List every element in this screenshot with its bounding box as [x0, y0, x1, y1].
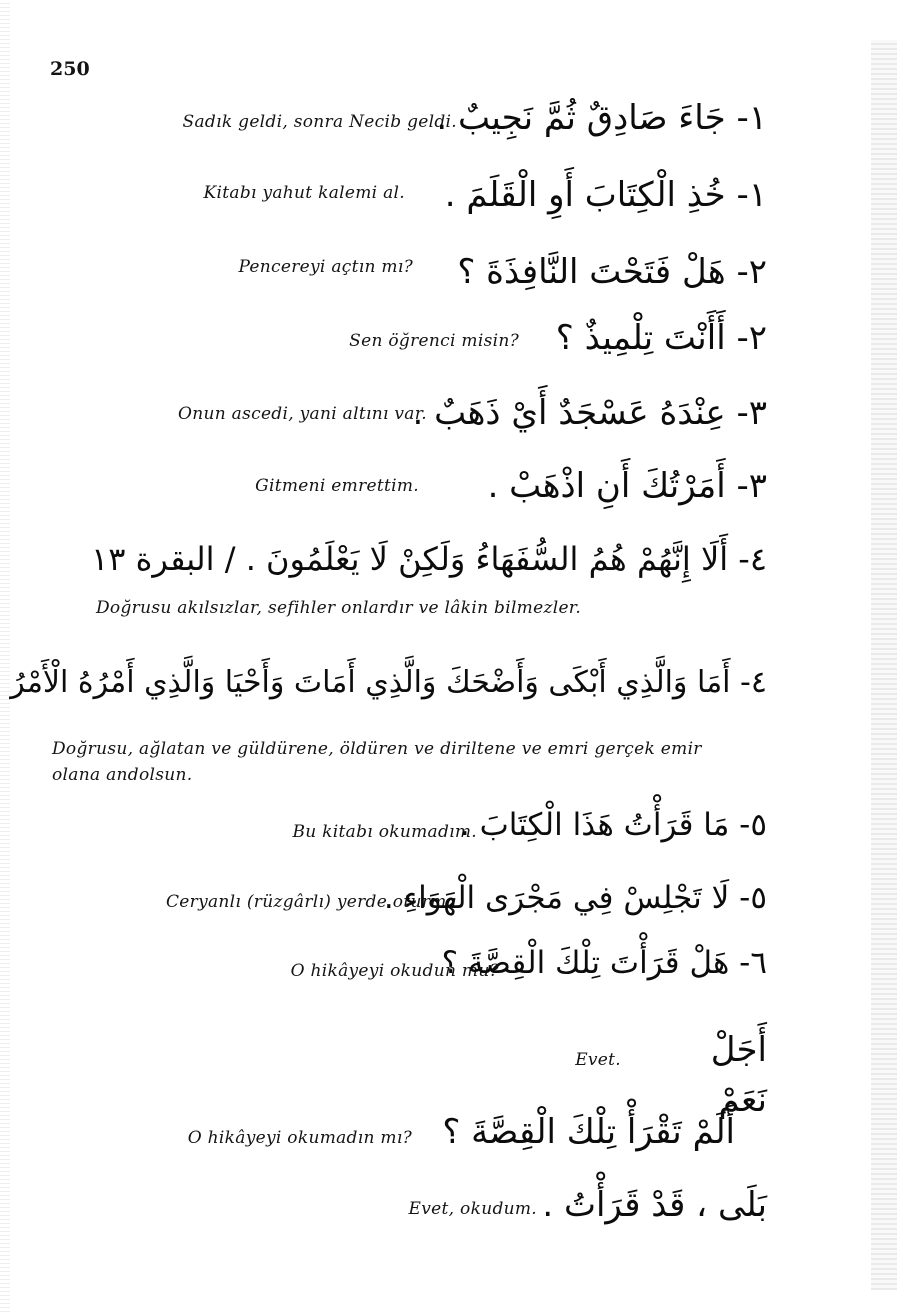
page-number: 250 [50, 58, 90, 80]
turkish-line-9: O hikâyeyi okudun mu? [290, 961, 499, 981]
turkish-line-6: Gitmeni emrettim. [255, 476, 419, 496]
arabic-answer-ecel: أَجَلْ [710, 1030, 767, 1070]
turkish-line-1: Sadık geldi, sonra Necib geldi. [182, 112, 457, 132]
arabic-verse-2: ٤- أَمَا وَالَّذِي أَبْكَى وَأَضْحَكَ وَالَّذِي أَمَاتَ وَأَحْيَا وَالَّذِي أَمْرُهُ الْأَمْرُ [10, 665, 767, 700]
turkish-line-3: Pencereyi açtın mı? [238, 257, 413, 277]
arabic-line-6: ٣- أَمَرْتُكَ أَنِ اذْهَبْ . [487, 466, 767, 506]
turkish-line-7: Bu kitabı okumadım. [292, 822, 477, 842]
arabic-answer-naam: نَعَمْ [718, 1080, 767, 1120]
arabic-line-8: ٥- لَا تَجْلِسْ فِي مَجْرَى الْهَوَاءِ . [383, 880, 767, 916]
turkish-line-5: Onun ascedi, yani altını var. [177, 404, 427, 424]
turkish-answer-evet-okudum: Evet, okudum. [408, 1199, 537, 1219]
arabic-line-5: ٣- عِنْدَهُ عَسْجَدٌ أَيْ ذَهَبٌ . [412, 393, 767, 433]
right-scan-edge [871, 40, 897, 1290]
turkish-verse-1: Doğrusu akılsızlar, sefihler onlardır ve lâkin bilmezler. [96, 598, 582, 618]
arabic-line-2: ١- خُذِ الْكِتَابَ أَوِ الْقَلَمَ . [444, 175, 767, 215]
turkish-line-4: Sen öğrenci misin? [349, 331, 519, 351]
arabic-line-3: ٢- هَلْ فَتَحْتَ النَّافِذَةَ ؟ [457, 252, 767, 292]
arabic-line-9: ٦- هَلْ قَرَأْتَ تِلْكَ الْقِصَّةَ ؟ [441, 945, 767, 981]
turkish-verse-2: Doğrusu, ağlatan ve güldürene, öldüren ve diriltene ve emri gerçek emir olana andolsun. [52, 739, 702, 785]
arabic-answer-question: أَلَمْ تَقْرَأْ تِلْكَ الْقِصَّةَ ؟ [442, 1112, 735, 1152]
turkish-answer-question: O hikâyeyi okumadın mı? [187, 1128, 412, 1148]
turkish-line-2: Kitabı yahut kalemi al. [203, 183, 405, 203]
turkish-line-8: Ceryanlı (rüzgârlı) yerde oturma [165, 892, 457, 912]
turkish-answer-evet: Evet. [575, 1050, 621, 1070]
arabic-verse-1: ٤- أَلَا إِنَّهُمْ هُمُ السُّفَهَاءُ وَلَكِنْ لَا يَعْلَمُونَ . / البقرة ١٣ [91, 540, 767, 578]
arabic-line-7: ٥- مَا قَرَأْتُ هَذَا الْكِتَابَ . [459, 807, 767, 843]
arabic-line-4: ٢- أَأَنْتَ تِلْمِيذٌ ؟ [555, 318, 767, 358]
arabic-answer-bela: بَلَى ، قَدْ قَرَأْتُ . [542, 1185, 767, 1225]
left-scan-edge [0, 0, 10, 1312]
arabic-line-1: ١- جَاءَ صَادِقٌ ثُمَّ نَجِيبٌ . [436, 98, 767, 138]
